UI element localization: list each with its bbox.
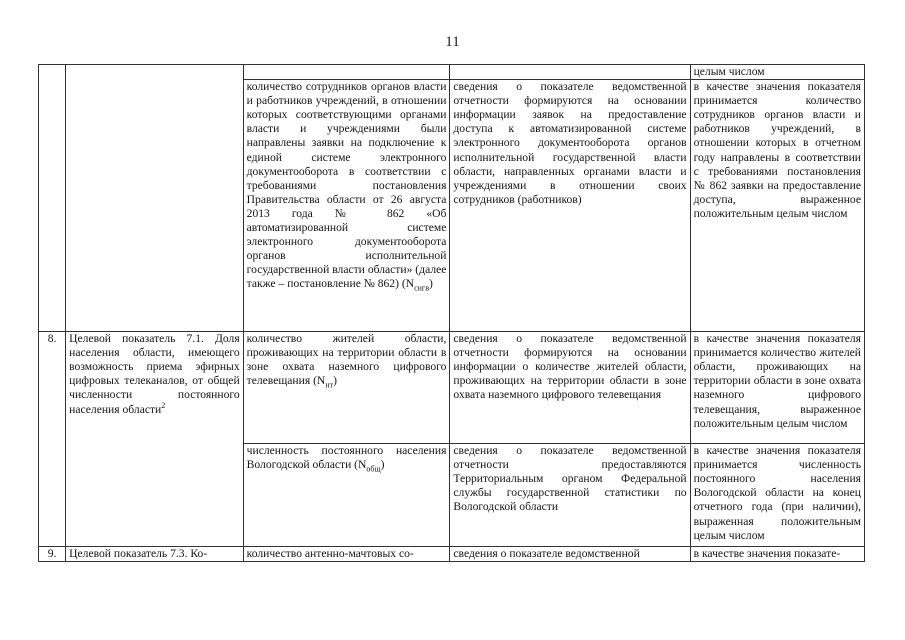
table-row bbox=[39, 65, 865, 80]
table-row bbox=[39, 547, 865, 562]
number-cell: 8. bbox=[39, 332, 66, 547]
indicator-cell: Целевой показатель 7.3. Ко- bbox=[66, 547, 244, 562]
variable-subscript: общ bbox=[366, 464, 381, 474]
source-cell: сведения о показателе ведомственной отчетности предоставляются Территориальным органом Федеральной службы государственной статистики по Вологодской области bbox=[450, 444, 690, 547]
cell-empty bbox=[243, 65, 450, 80]
variable-cell bbox=[243, 80, 450, 332]
variable-text: количество сотрудников органов власти и работников учреждений, в отношении которых соответствующими органами власти и учреждениями были направлены заявки на подключение к единой системе электронного документооборота в соответствии с требованиями постановления Правительства области от 26 августа 2013 года № 862 «Об автоматизированной системе электронного документооборота органов исполнительной государственной власти области» (далее также – постановление № 862) (N bbox=[246, 80, 447, 291]
indicators-table bbox=[38, 64, 865, 562]
variable-text: количество жителей области, проживающих на территории области в зоне охвата наземного цифрового телевещания (N bbox=[246, 332, 447, 388]
variable-text-end: ) bbox=[333, 374, 337, 388]
number-cell bbox=[39, 65, 66, 332]
variable-cell: количество антенно-мачтовых со- bbox=[243, 547, 450, 562]
page-number: 11 bbox=[445, 34, 460, 50]
variable-subscript: нт bbox=[325, 380, 334, 390]
source-cell: сведения о показателе ведомственной bbox=[450, 547, 690, 562]
source-cell: сведения о показателе ведомственной отчетности формируются на основании информации о количестве жителей области, проживающих на территории области в зоне охвата наземного цифрового телевещания bbox=[450, 332, 690, 444]
variable-subscript: сигв bbox=[414, 283, 429, 293]
indicator-cell bbox=[66, 332, 244, 547]
source-cell: сведения о показателе ведомственной отчетности формируются на основании информации заявок на предоставление доступа к автоматизированной системе электронного документооборота органов исполнительной государственной власти области, направленных органами власти и учреждениями в отношении своих сотрудников (работников) bbox=[450, 80, 690, 332]
indicator-cell bbox=[66, 65, 244, 332]
variable-text-end: ) bbox=[428, 277, 433, 291]
table-row bbox=[39, 332, 865, 444]
variable-text: численность постоянного населения Вологодской области (N bbox=[246, 444, 447, 472]
variable-text-end: ) bbox=[380, 458, 385, 472]
variable-cell bbox=[243, 332, 450, 444]
number-cell: 9. bbox=[39, 547, 66, 562]
calc-method-cell: в качестве значения показате- bbox=[690, 547, 864, 562]
calc-method-cell: целым числом bbox=[690, 65, 864, 80]
variable-cell bbox=[243, 444, 450, 547]
indicator-text: Целевой показатель 7.1. Доля населения области, имеющего возможность приема эфирных цифровых телеканалов, от общей численности постоянного населения области bbox=[69, 332, 240, 416]
calc-method-cell: в качестве значения показателя принимается количество сотрудников органов власти и работников учреждений, в отношении которых в отчетном году направлены в соответствии с требованиями постановления № 862 заявки на предоставление доступа, выраженное положительным целым числом bbox=[690, 80, 864, 332]
footnote-mark: 2 bbox=[161, 400, 166, 410]
calc-method-cell: в качестве значения показателя принимается численность постоянного населения Вологодской области на конец отчетного года (при наличии), выраженная положительным целым числом bbox=[690, 444, 864, 547]
calc-method-cell: в качестве значения показателя принимается количество жителей области, проживающих на территории области в зоне охвата наземного цифрового телевещания, выраженное положительным целым числом bbox=[690, 332, 864, 444]
cell-empty bbox=[450, 65, 690, 80]
